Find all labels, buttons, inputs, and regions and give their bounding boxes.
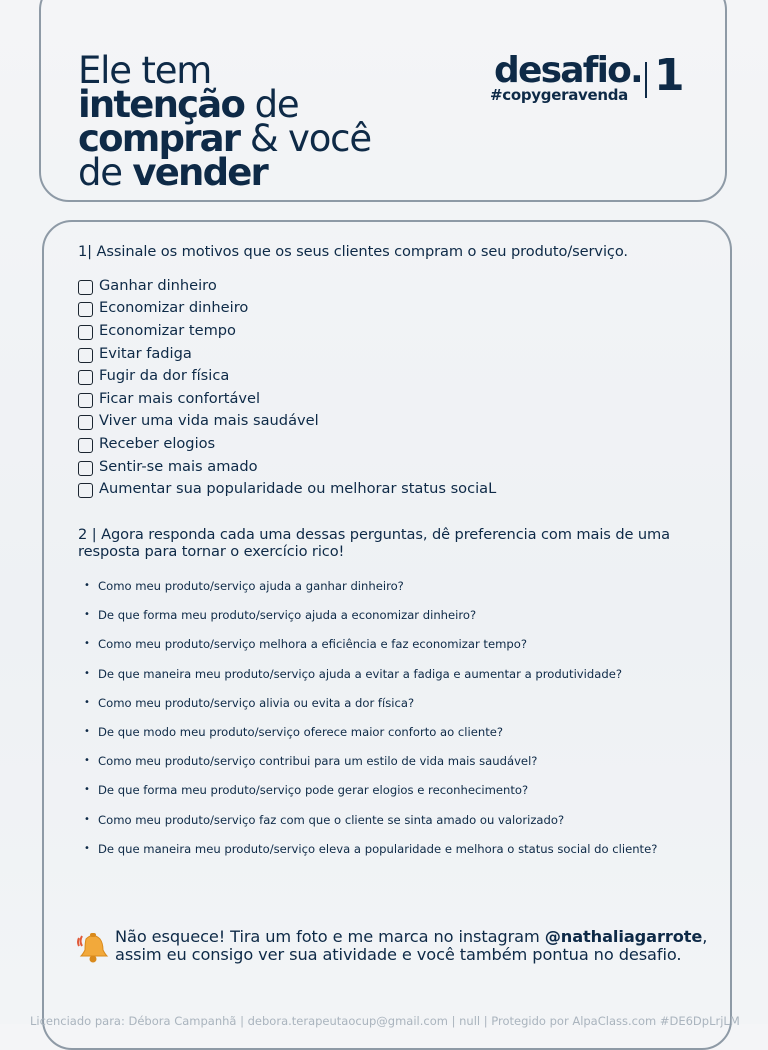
question-1: 1| Assinale os motivos que os seus clientes compram o seu produto/serviço. <box>78 243 628 260</box>
checklist-item <box>78 410 496 433</box>
checklist-label: Receber elogios <box>99 434 216 452</box>
bullet: • <box>84 696 90 708</box>
brand-word: desafio. <box>494 50 642 91</box>
bell-icon <box>76 930 110 964</box>
checklist-label: Economizar tempo <box>99 321 236 339</box>
challenge-number: 1 <box>654 50 685 101</box>
checkbox[interactable] <box>78 461 93 476</box>
checkbox[interactable] <box>78 483 93 498</box>
question-item <box>84 666 657 695</box>
checklist-label: Sentir-se mais amado <box>99 457 258 475</box>
questions-list <box>84 578 657 870</box>
question-item <box>84 753 657 782</box>
note-part-1: Não esquece! Tira um foto e me marca no instagram <box>115 927 545 946</box>
checkbox[interactable] <box>78 393 93 408</box>
bullet: • <box>84 784 90 796</box>
page-title <box>78 49 371 194</box>
title-word: & você <box>239 117 371 160</box>
checklist-item <box>78 477 496 500</box>
checkbox[interactable] <box>78 348 93 363</box>
bullet: • <box>84 580 90 591</box>
checklist-label: Economizar dinheiro <box>99 299 249 317</box>
checklist-item <box>78 432 496 455</box>
title-word: de <box>244 83 299 126</box>
brand-hashtag: #copygeravenda <box>490 86 628 104</box>
checklist-item <box>78 274 496 297</box>
checkbox[interactable] <box>78 302 93 317</box>
checklist-item <box>78 319 496 342</box>
question-text: De que forma meu produto/serviço ajuda a economizar dinheiro? <box>98 608 477 623</box>
bullet: • <box>84 813 90 825</box>
title-word-bold: comprar <box>78 117 240 160</box>
footer-note-text <box>115 928 707 964</box>
checklist-item <box>78 297 496 320</box>
question-2: 2 | Agora responda cada uma dessas perguntas, dê preferencia com mais de uma resposta para tornar o exercício rico! <box>78 526 671 560</box>
motives-checklist <box>78 274 496 500</box>
title-word: de <box>78 151 133 194</box>
note-line-2: assim eu consigo ver sua atividade e você também pontua no desafio. <box>115 945 682 964</box>
question-item <box>84 607 657 636</box>
question-item <box>84 724 657 753</box>
question-text: De que modo meu produto/serviço oferece maior conforto ao cliente? <box>98 724 504 739</box>
checklist-item <box>78 342 496 365</box>
checkbox[interactable] <box>78 325 93 340</box>
checklist-label: Fugir da dor física <box>99 367 230 385</box>
checkbox[interactable] <box>78 370 93 385</box>
question-text: De que maneira meu produto/serviço eleva a popularidade e melhora o status social do cliente? <box>98 841 658 856</box>
question-text: Como meu produto/serviço melhora a eficiência e faz economizar tempo? <box>98 637 527 652</box>
challenge-brand <box>490 50 690 110</box>
title-word-bold: intenção <box>78 83 245 126</box>
question-text: Como meu produto/serviço ajuda a ganhar dinheiro? <box>98 579 404 593</box>
bullet: • <box>84 842 90 854</box>
checkbox[interactable] <box>78 280 93 295</box>
checklist-item <box>78 455 496 478</box>
checkbox[interactable] <box>78 415 93 430</box>
checklist-label: Ganhar dinheiro <box>99 276 217 294</box>
question-item <box>84 782 657 811</box>
title-word-bold: Ele tem <box>78 49 212 92</box>
question-item <box>84 812 657 841</box>
question-item <box>84 695 657 724</box>
question-text: De que maneira meu produto/serviço ajuda a evitar a fadiga e aumentar a produtividade? <box>98 666 622 681</box>
checklist-label: Viver uma vida mais saudável <box>99 412 319 430</box>
note-part-2: , <box>702 927 708 946</box>
question-item <box>84 636 657 665</box>
bullet: • <box>84 638 90 650</box>
license-watermark: Licenciado para: Débora Campanhã | debora.terapeutaocup@gmail.com | null | Protegido por AlpaClass.com #DE6DpLrjLM <box>30 1014 740 1028</box>
bullet: • <box>84 667 90 679</box>
bullet: • <box>84 609 90 621</box>
bullet: • <box>84 725 90 737</box>
checklist-item <box>78 364 496 387</box>
bullet: • <box>84 755 90 767</box>
instagram-handle: @nathaliagarrote <box>544 927 703 946</box>
question-text: Como meu produto/serviço faz com que o cliente se sinta amado ou valorizado? <box>98 812 565 827</box>
checklist-label: Evitar fadiga <box>99 344 192 362</box>
brand-divider <box>645 62 647 98</box>
question-text: De que forma meu produto/serviço pode gerar elogios e reconhecimento? <box>98 783 529 798</box>
question-item <box>84 578 657 607</box>
checkbox[interactable] <box>78 438 93 453</box>
checklist-item <box>78 387 496 410</box>
checklist-label: Aumentar sua popularidade ou melhorar status sociaL <box>99 480 497 498</box>
checklist-label: Ficar mais confortável <box>99 389 261 407</box>
title-line <box>78 151 371 194</box>
question-item <box>84 841 657 870</box>
question-text: Como meu produto/serviço contribui para um estilo de vida mais saudável? <box>98 754 538 769</box>
title-word-bold: vender <box>132 151 268 194</box>
question-text: Como meu produto/serviço alivia ou evita a dor física? <box>98 695 415 710</box>
